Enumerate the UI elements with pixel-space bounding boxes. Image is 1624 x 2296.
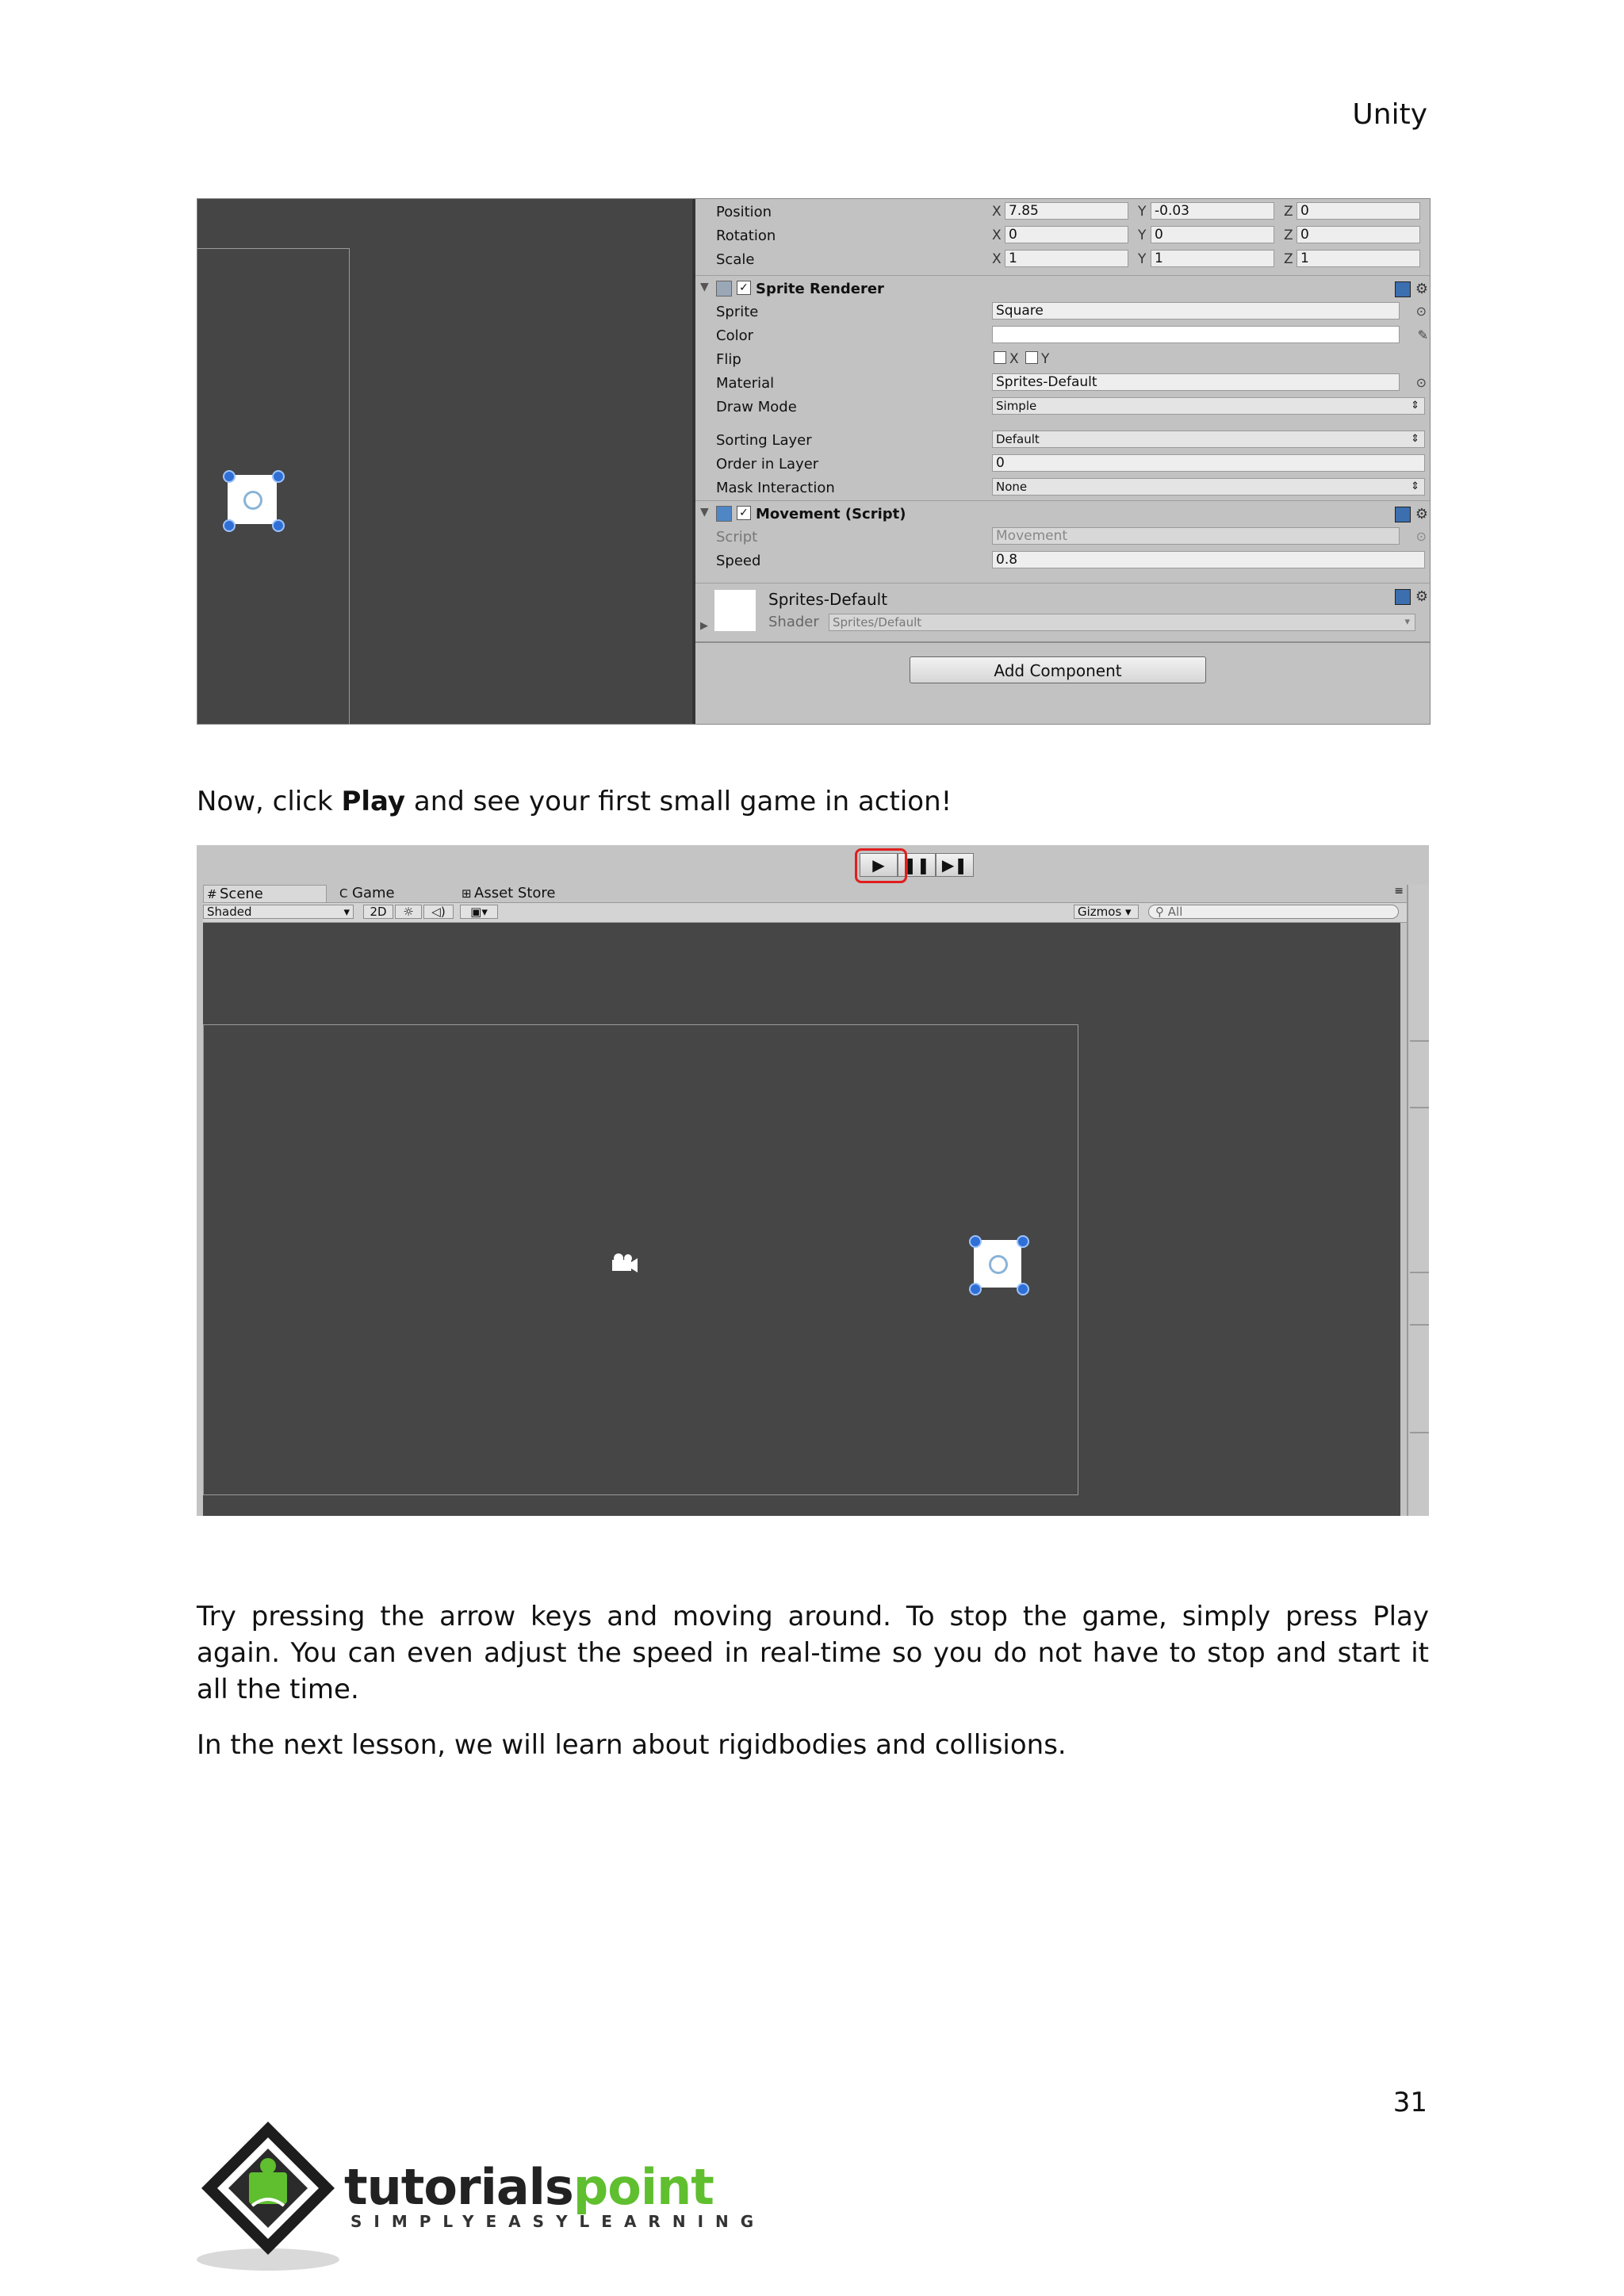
- position-label: Position: [716, 204, 772, 220]
- speed-row: [695, 549, 1431, 572]
- axis-z-label: Z: [1284, 228, 1293, 243]
- color-label: Color: [716, 327, 753, 344]
- movement-enabled-checkbox[interactable]: ✓: [737, 506, 751, 520]
- shader-dropdown[interactable]: [829, 614, 1415, 631]
- rotation-label: Rotation: [716, 228, 776, 244]
- rotation-z-field[interactable]: 0: [1297, 226, 1420, 243]
- flip-label: Flip: [716, 351, 741, 368]
- gear-icon[interactable]: ⚙: [1415, 281, 1428, 297]
- editor-screenshot: [197, 845, 1429, 1516]
- page-header-title: Unity: [1352, 98, 1427, 131]
- rotation-y-field[interactable]: 0: [1151, 226, 1274, 243]
- scene-toolbar: [203, 902, 1407, 923]
- tab-game-label: Game: [352, 885, 395, 901]
- sprite-row: [695, 300, 1431, 323]
- dropdown-arrow-icon: ⇕: [1411, 480, 1419, 492]
- resize-handle[interactable]: [969, 1235, 982, 1248]
- sprite-renderer-icon: [716, 281, 732, 297]
- resize-handle[interactable]: [1017, 1283, 1029, 1295]
- dropdown-arrow-icon: ⇕: [1411, 433, 1419, 445]
- 2d-toggle[interactable]: 2D: [363, 905, 393, 919]
- tab-scene-label: Scene: [220, 886, 263, 902]
- order-in-layer-field[interactable]: 0: [992, 454, 1425, 472]
- gizmos-dropdown[interactable]: Gizmos ▾: [1074, 905, 1139, 919]
- mask-interaction-row: [695, 476, 1431, 499]
- mask-interaction-value: None: [996, 480, 1028, 494]
- expand-triangle-icon[interactable]: ▶: [700, 620, 708, 632]
- dropdown-arrow-icon: ▾: [343, 905, 350, 919]
- pivot-icon: [243, 491, 262, 510]
- tab-asset-store[interactable]: [458, 885, 617, 902]
- script-label: Script: [716, 529, 758, 545]
- tab-asset-store-label: Asset Store: [474, 885, 556, 901]
- sorting-layer-dropdown[interactable]: [992, 430, 1425, 448]
- sprite-label: Sprite: [716, 304, 759, 320]
- resize-handle[interactable]: [223, 470, 236, 483]
- intro-paragraph: [197, 783, 1429, 820]
- play-button[interactable]: ▶: [860, 853, 898, 877]
- resize-handle[interactable]: [969, 1283, 982, 1295]
- position-x-field[interactable]: 7.85: [1005, 202, 1128, 220]
- pivot-icon: [989, 1255, 1008, 1274]
- divider: [1410, 1272, 1429, 1273]
- play-highlight-circle: [855, 848, 907, 883]
- audio-icon[interactable]: ◁): [423, 905, 454, 919]
- scene-tab-icon: #: [207, 887, 217, 901]
- position-row: [695, 201, 1431, 224]
- rotation-x-field[interactable]: 0: [1005, 226, 1128, 243]
- draw-mode-value: Simple: [996, 399, 1037, 413]
- movement-script-title: Movement (Script): [756, 506, 906, 522]
- axis-x-label: X: [992, 251, 1002, 267]
- collapse-triangle-icon[interactable]: ▼: [700, 506, 709, 519]
- help-book-icon[interactable]: [1395, 589, 1411, 605]
- flip-row: [695, 348, 1431, 371]
- shading-mode-dropdown[interactable]: [203, 905, 354, 919]
- material-name: Sprites-Default: [768, 590, 888, 609]
- tab-scene[interactable]: [203, 885, 327, 902]
- movement-script-header[interactable]: [695, 500, 1431, 526]
- axis-z-label: Z: [1284, 251, 1293, 267]
- rotation-row: [695, 224, 1431, 247]
- divider: [1410, 1040, 1429, 1042]
- scale-row: [695, 248, 1431, 271]
- sprite-field[interactable]: Square: [992, 302, 1400, 320]
- body-paragraph-2: In the next lesson, we will learn about rigidbodies and collisions.: [197, 1729, 1067, 1761]
- effects-icon[interactable]: ▣▾: [460, 905, 498, 919]
- eyedropper-icon[interactable]: ✎: [1417, 327, 1428, 342]
- axis-y-label: Y: [1138, 251, 1147, 267]
- intro-text-bold: Play: [341, 786, 406, 817]
- inspector-panel-edge: [1407, 885, 1429, 1516]
- collapse-triangle-icon[interactable]: ▼: [700, 281, 709, 293]
- logo-diamond-icon: [197, 2117, 339, 2275]
- body-paragraph-1: Try pressing the arrow keys and moving around. To stop the game, simply press Play again. You can even adjust the speed in real-time so you do not have to stop and start it all the time.: [197, 1601, 1429, 1705]
- object-picker-icon: ⊙: [1415, 529, 1427, 544]
- position-y-field[interactable]: -0.03: [1151, 202, 1274, 220]
- camera-gizmo-icon[interactable]: [607, 1250, 639, 1276]
- material-thumbnail: [714, 590, 756, 631]
- object-picker-icon[interactable]: ⊙: [1415, 304, 1427, 319]
- divider: [1410, 1324, 1429, 1326]
- material-field[interactable]: Sprites-Default: [992, 373, 1400, 391]
- script-icon: [716, 506, 732, 522]
- add-component-button[interactable]: Add Component: [910, 656, 1206, 683]
- material-row: [695, 372, 1431, 395]
- axis-y-label: Y: [1138, 204, 1147, 220]
- object-picker-icon[interactable]: ⊙: [1415, 375, 1427, 390]
- axis-x-label: X: [992, 204, 1002, 220]
- shader-label: Shader: [768, 614, 819, 630]
- shading-mode-value: Shaded: [207, 905, 252, 919]
- axis-y-label: Y: [1138, 228, 1147, 243]
- sorting-layer-label: Sorting Layer: [716, 432, 812, 449]
- draw-mode-label: Draw Mode: [716, 399, 797, 415]
- intro-text-after: and see your first small game in action!: [405, 786, 952, 817]
- divider: [1410, 1107, 1429, 1108]
- tab-game[interactable]: [336, 885, 455, 902]
- material-label: Material: [716, 375, 775, 392]
- intro-text-before: Now, click: [197, 786, 342, 817]
- scale-y-field[interactable]: 1: [1151, 250, 1274, 267]
- logo-wordmark: [344, 2158, 714, 2216]
- scene-search-input[interactable]: ⚲ All: [1148, 905, 1399, 919]
- shader-value: Sprites/Default: [833, 615, 922, 629]
- position-z-field[interactable]: 0: [1297, 202, 1420, 220]
- scale-x-field[interactable]: 1: [1005, 250, 1128, 267]
- gear-icon[interactable]: ⚙: [1415, 506, 1428, 522]
- editor-tab-bar: [197, 885, 1407, 902]
- sprite-renderer-header[interactable]: [695, 275, 1431, 301]
- search-placeholder: All: [1167, 905, 1183, 919]
- logo-word-point: point: [573, 2158, 714, 2216]
- step-button[interactable]: ▶❚: [936, 853, 974, 877]
- inspector-panel: [692, 199, 1431, 724]
- resize-handle[interactable]: [272, 470, 285, 483]
- draw-mode-dropdown[interactable]: [992, 397, 1425, 415]
- help-book-icon[interactable]: [1395, 281, 1411, 297]
- axis-z-label: Z: [1284, 204, 1293, 220]
- order-in-layer-row: [695, 453, 1431, 476]
- flip-x-label: X: [1009, 351, 1019, 367]
- page-number: 31: [1392, 2087, 1427, 2118]
- scale-label: Scale: [716, 251, 755, 268]
- scale-z-field[interactable]: 1: [1297, 250, 1420, 267]
- gear-icon[interactable]: ⚙: [1415, 588, 1428, 605]
- resize-handle[interactable]: [223, 519, 236, 532]
- material-preview-block: [695, 583, 1431, 642]
- divider: [695, 641, 1431, 643]
- game-tab-icon: C: [339, 886, 348, 901]
- speed-label: Speed: [716, 553, 761, 569]
- color-swatch[interactable]: [992, 326, 1400, 343]
- scene-view: [197, 199, 691, 724]
- axis-x-label: X: [992, 228, 1002, 243]
- mask-interaction-dropdown[interactable]: [992, 478, 1425, 496]
- sorting-layer-value: Default: [996, 432, 1040, 446]
- draw-mode-row: [695, 396, 1431, 419]
- panel-menu-icon[interactable]: ≡: [1394, 885, 1404, 897]
- gizmos-label: Gizmos: [1078, 905, 1122, 919]
- dropdown-arrow-icon: ▾: [1404, 616, 1410, 628]
- camera-frame: [203, 1024, 1078, 1495]
- inspector-screenshot: [197, 198, 1431, 725]
- sprite-renderer-enabled-checkbox[interactable]: ✓: [737, 281, 751, 295]
- asset-store-tab-icon: ⊞: [462, 886, 472, 901]
- flip-y-label: Y: [1041, 351, 1050, 367]
- player-sprite[interactable]: [228, 475, 277, 524]
- dropdown-arrow-icon: ⇕: [1411, 400, 1419, 411]
- flip-x-checkbox[interactable]: [994, 351, 1006, 364]
- color-row: [695, 324, 1431, 347]
- mask-interaction-label: Mask Interaction: [716, 480, 835, 496]
- logo-word-tutorials: tutorials: [344, 2158, 573, 2216]
- lighting-icon[interactable]: ☼: [395, 905, 422, 919]
- order-in-layer-label: Order in Layer: [716, 456, 819, 473]
- player-sprite[interactable]: [974, 1240, 1021, 1288]
- tutorialspoint-logo: [197, 2117, 766, 2275]
- pause-button[interactable]: ❚❚: [898, 853, 936, 877]
- flip-y-checkbox[interactable]: [1025, 351, 1038, 364]
- scene-viewport[interactable]: [203, 923, 1400, 1516]
- play-toolbar: [197, 845, 1429, 885]
- help-book-icon[interactable]: [1395, 507, 1411, 522]
- divider: [1410, 1432, 1429, 1433]
- speed-field[interactable]: 0.8: [992, 551, 1425, 568]
- logo-tagline: SIMPLYEASYLEARNING: [350, 2212, 766, 2231]
- sorting-layer-row: [695, 429, 1431, 452]
- script-field: Movement: [992, 527, 1400, 545]
- sprite-renderer-title: Sprite Renderer: [756, 281, 884, 297]
- resize-handle[interactable]: [272, 519, 285, 532]
- resize-handle[interactable]: [1017, 1235, 1029, 1248]
- script-row: [695, 526, 1431, 549]
